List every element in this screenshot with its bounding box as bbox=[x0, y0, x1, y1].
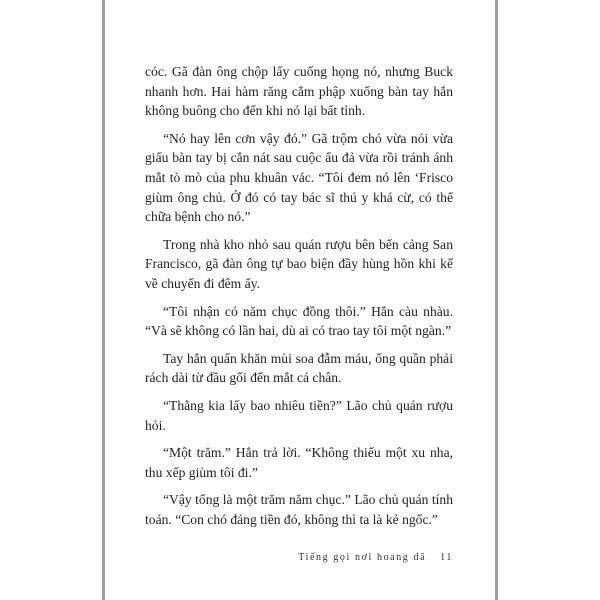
paragraph: “Vậy tổng là một trăm năm chục.” Lão chủ quán tính toán. “Con chó đáng tiền đó, không thì ta là kẻ ngốc.” bbox=[145, 492, 453, 527]
paragraph: cóc. Gã đàn ông chộp lấy cuống họng nó, nhưng Buck nhanh hơn. Hai hàm răng cắm phập xuống bàn tay hắn không buông cho đến khi nó lại bất tỉnh. bbox=[145, 64, 453, 119]
paragraph: “Thằng kia lấy bao nhiêu tiền?” Lão chủ quán rượu hỏi. bbox=[145, 397, 453, 433]
paragraph: “Nó hay lên cơn vậy đó.” Gã trộm chó vừa nói vừa giấu bàn tay bị cắn nát sau cuộc ẩu đả vừa rồi tránh ánh mắt tò mò của phu khuân vác. “Tôi đem nó lên ‘Frisco giùm ông chủ. Ở đó có tay bác sĩ thú y khá cừ, có thể chữa bệnh cho nó.” bbox=[145, 130, 453, 225]
paragraph: “Một trăm.” Hắn trả lời. “Không thiếu một xu nha, thu xếp giùm tôi đi.” bbox=[145, 445, 453, 480]
paragraph: Trong nhà kho nhỏ sau quán rượu bên bến cảng San Francisco, gã đàn ông tự bao biện đầy hùng hồn khi kể về chuyến đi đêm ấy. bbox=[145, 236, 453, 291]
running-title: Tiếng gọi nơi hoang dã bbox=[298, 552, 427, 563]
running-footer bbox=[145, 552, 453, 563]
paragraph: “Tôi nhận có năm chục đồng thôi.” Hắn càu nhàu. “Và sẽ không có lần hai, dù ai có trao tay tôi một ngàn.” bbox=[145, 303, 453, 339]
book-page bbox=[105, 0, 495, 600]
body-text bbox=[145, 62, 453, 537]
paragraph: Tay hắn quấn khăn mùi soa đẫm máu, ống quần phải rách dài từ đầu gối đến mắt cá chân. bbox=[145, 350, 453, 386]
page-number: 11 bbox=[440, 552, 453, 563]
